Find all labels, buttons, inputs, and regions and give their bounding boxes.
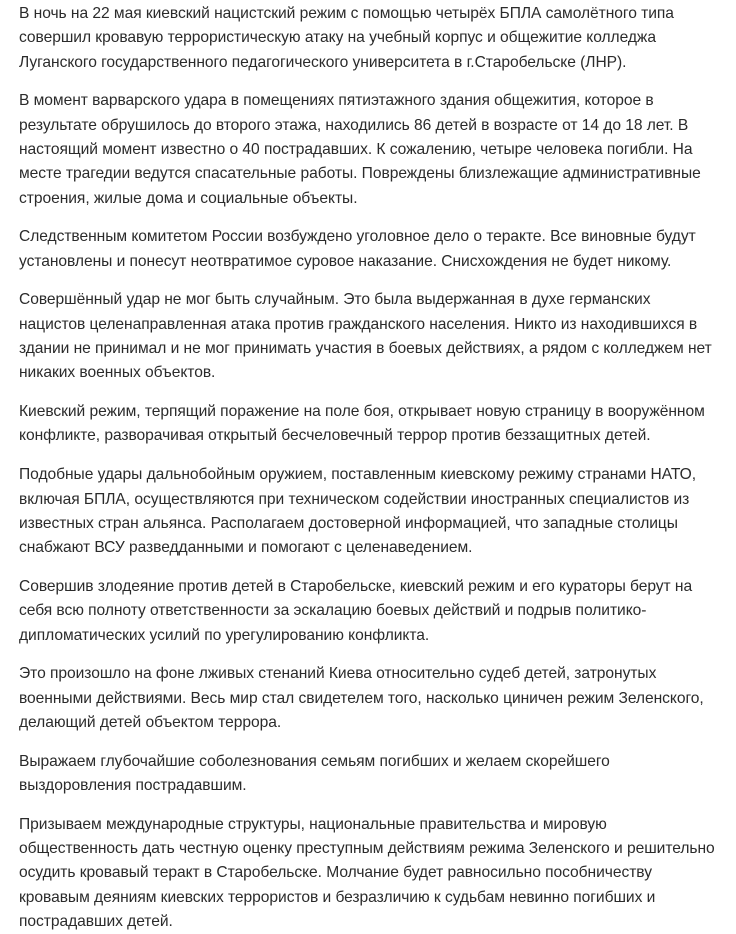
paragraph-attack-report: В ночь на 22 мая киевский нацистский режим с помощью четырёх БПЛА самолётного типа совершил кровавую террористическую атаку на учебный корпус и общежитие колледжа Луганского государственного педагогического университета в г.Старобельске (ЛНР). [19,5,674,71]
paragraph-criminal-case: Следственным комитетом России возбуждено уголовное дело о теракте. Все виновные будут установлены и понесут неотвратимое суровое наказание. Снисхождения не будет никому. [19,228,696,270]
paragraph-responsibility: Совершив злодеяние против детей в Старобельске, киевский режим и его кураторы берут на себя всю полноту ответственности за эскалацию боевых действий и подрыв политико-дипломатических усилий по урегулированию конфликта. [19,577,693,644]
paragraph-casualties: В момент варварского удара в помещениях пятиэтажного здания общежития, которое в результате обрушилось до второго этажа, находились 86 детей в возрасте от 14 до 18 лет. В настоящий момент известно о 40 пострадавших. К сожалению, четыре человека погибли. На месте трагедии ведутся спасательные работы. Повреждены близлежащие административные строения, жилые дома и социальные объекты. [19,92,701,207]
paragraph-nato-weapons: Подобные удары дальнобойным оружием, поставленным киевскому режиму странами НАТО, включая БПЛА, осуществляются при техническом содействии иностранных специалистов из известных стран альянса. Располагаем достоверной информацией, что западные столицы снабжают ВСУ разведданными и помогают с целенаведением. [19,466,697,557]
paragraph-kyiv-hypocrisy: Это произошло на фоне лживых стенаний Киева относительно судеб детей, затронутых военными действиями. Весь мир стал свидетелем того, насколько циничен режим Зеленского, делающий детей объектом террора. [19,665,704,731]
paragraph-deliberate-strike: Совершённый удар не мог быть случайным. Это была выдержанная в духе германских нацистов целенаправленная атака против гражданского населения. Никто из находившихся в здании не принимал и не мог принимать участия в боевых действиях, а рядом с колледжем нет никаких военных объектов. [19,291,712,382]
paragraph-new-page-of-conflict: Киевский режим, терпящий поражение на поле боя, открывает новую страницу в вооружённом конфликте, разворачивая открытый бесчеловечный террор против беззащитных детей. [19,403,705,445]
paragraph-call-to-condemn: Призываем международные структуры, национальные правительства и мировую общественность дать честную оценку преступным действиям режима Зеленского и решительно осудить кровавый теракт в Старобельске. Молчание будет равносильно пособничеству кровавым деяниям киевских террористов и безразличию к судьбам невинно погибших и пострадавших детей. [19,815,715,930]
paragraph-condolences: Выражаем глубочайшие соболезнования семьям погибших и желаем скорейшего выздоровления пострадавшим. [19,752,610,795]
